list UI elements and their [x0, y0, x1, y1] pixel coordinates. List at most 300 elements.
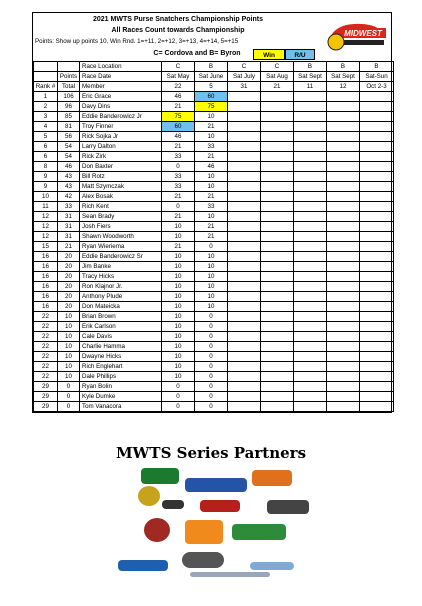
- race-2-points-cell: 10: [195, 172, 228, 182]
- race-3-points-cell: [228, 202, 261, 212]
- race-3-points-cell: [228, 332, 261, 342]
- race-6-points-cell: [327, 392, 360, 402]
- points-total-cell: 0: [58, 392, 80, 402]
- rank-header: [34, 62, 58, 72]
- member-name-cell: Eric Grace: [80, 92, 162, 102]
- race-4-points-cell: [261, 232, 294, 242]
- race-5-points-cell: [294, 162, 327, 172]
- race-4-points-cell: [261, 172, 294, 182]
- member-name-cell: Davy Dins: [80, 102, 162, 112]
- points-total-cell: 10: [58, 352, 80, 362]
- race-date-3: Sat July: [228, 72, 261, 82]
- race-6-points-cell: [327, 92, 360, 102]
- rank-cell: 5: [34, 132, 58, 142]
- member-name-cell: Eddie Banderowicz Jr: [80, 112, 162, 122]
- member-name-cell: Rick Sojka Jr: [80, 132, 162, 142]
- points-total-cell: 43: [58, 172, 80, 182]
- rank-cell: 1: [34, 92, 58, 102]
- race-7-points-cell: [360, 292, 394, 302]
- points-header: Points: [58, 72, 80, 82]
- race-3-points-cell: [228, 212, 261, 222]
- race-2-points-cell: 0: [195, 312, 228, 322]
- race-6-points-cell: [327, 272, 360, 282]
- midwest-logo: [322, 16, 388, 54]
- race-6-points-cell: [327, 112, 360, 122]
- race-4-points-cell: [261, 142, 294, 152]
- rank-cell: 22: [34, 342, 58, 352]
- race-date-4: Sat Aug: [261, 72, 294, 82]
- race-5-points-cell: [294, 102, 327, 112]
- race-7-points-cell: [360, 302, 394, 312]
- race-6-points-cell: [327, 362, 360, 372]
- sheet-header: [33, 13, 391, 61]
- race-2-points-cell: 0: [195, 402, 228, 412]
- partners-heading: MWTS Series Partners: [115, 444, 307, 462]
- race-3-points-cell: [228, 112, 261, 122]
- race-5-points-cell: [294, 352, 327, 362]
- points-rule: Points: Show up points 10, Win Rnd. 1=+11, 2=+12, 3=+13, 4=+14, 5=+15: [35, 38, 239, 45]
- member-name-cell: Kyle Dumke: [80, 392, 162, 402]
- points-total-cell: 20: [58, 302, 80, 312]
- race-3-points-cell: [228, 102, 261, 112]
- rank-cell: 22: [34, 372, 58, 382]
- race-4-points-cell: [261, 402, 294, 412]
- race-6-points-cell: [327, 312, 360, 322]
- race-4-points-cell: [261, 132, 294, 142]
- member-name-cell: Josh Fiers: [80, 222, 162, 232]
- member-name-cell: Tracy Hicks: [80, 272, 162, 282]
- table-row: [34, 192, 394, 202]
- race-2-points-cell: 33: [195, 142, 228, 152]
- race-4-points-cell: [261, 362, 294, 372]
- race-loc-5: B: [294, 62, 327, 72]
- race-2-points-cell: 21: [195, 222, 228, 232]
- race-4-points-cell: [261, 262, 294, 272]
- race-6-points-cell: [327, 202, 360, 212]
- race-3-points-cell: [228, 192, 261, 202]
- member-name-cell: Don Mateicka: [80, 302, 162, 312]
- race-5-points-cell: [294, 332, 327, 342]
- member-name-cell: Rich Englehart: [80, 362, 162, 372]
- sponsor-logo-5: [162, 500, 184, 509]
- race-1-points-cell: 33: [162, 182, 195, 192]
- rank-cell: 2: [34, 102, 58, 112]
- race-6-points-cell: [327, 162, 360, 172]
- race-3-points-cell: [228, 322, 261, 332]
- rank-cell: 11: [34, 202, 58, 212]
- logo-text: MIDWEST: [344, 29, 382, 38]
- race-1-points-cell: 10: [162, 252, 195, 262]
- race-6-points-cell: [327, 122, 360, 132]
- race-6-points-cell: [327, 132, 360, 142]
- race-6-points-cell: [327, 222, 360, 232]
- table-row: [34, 362, 394, 372]
- race-3-points-cell: [228, 262, 261, 272]
- page-title: 2021 MWTS Purse Snatchers Championship Points: [93, 16, 263, 23]
- points-total-cell: 43: [58, 182, 80, 192]
- race-day-3: 31: [228, 82, 261, 92]
- points-total-cell: 31: [58, 222, 80, 232]
- race-3-points-cell: [228, 162, 261, 172]
- race-4-points-cell: [261, 92, 294, 102]
- race-2-points-cell: 10: [195, 262, 228, 272]
- race-7-points-cell: [360, 232, 394, 242]
- rank-cell: 29: [34, 382, 58, 392]
- race-5-points-cell: [294, 92, 327, 102]
- race-2-points-cell: 21: [195, 192, 228, 202]
- race-7-points-cell: [360, 332, 394, 342]
- race-3-points-cell: [228, 222, 261, 232]
- race-5-points-cell: [294, 252, 327, 262]
- race-1-points-cell: 10: [162, 362, 195, 372]
- member-name-cell: Bill Rotz: [80, 172, 162, 182]
- rank-cell: 16: [34, 252, 58, 262]
- race-4-points-cell: [261, 122, 294, 132]
- race-loc-1: C: [162, 62, 195, 72]
- race-4-points-cell: [261, 352, 294, 362]
- rank-cell: 22: [34, 322, 58, 332]
- race-1-points-cell: 10: [162, 222, 195, 232]
- race-loc-6: B: [327, 62, 360, 72]
- points-total-cell: 0: [58, 382, 80, 392]
- race-2-points-cell: 0: [195, 332, 228, 342]
- race-1-points-cell: 10: [162, 312, 195, 322]
- race-7-points-cell: [360, 172, 394, 182]
- race-2-points-cell: 46: [195, 162, 228, 172]
- race-3-points-cell: [228, 372, 261, 382]
- points-total-cell: 33: [58, 202, 80, 212]
- race-3-points-cell: [228, 352, 261, 362]
- race-7-points-cell: [360, 92, 394, 102]
- logo-emblem: [328, 34, 344, 50]
- race-1-points-cell: 0: [162, 392, 195, 402]
- race-7-points-cell: [360, 392, 394, 402]
- member-name-cell: Shawn Woodworth: [80, 232, 162, 242]
- sponsor-logo-13: [190, 572, 270, 577]
- race-3-points-cell: [228, 392, 261, 402]
- race-date-6: Sat Sept: [327, 72, 360, 82]
- race-1-points-cell: 33: [162, 152, 195, 162]
- race-2-points-cell: 10: [195, 302, 228, 312]
- race-1-points-cell: 21: [162, 192, 195, 202]
- race-4-points-cell: [261, 182, 294, 192]
- sponsor-logo-4: [138, 486, 160, 506]
- race-7-points-cell: [360, 212, 394, 222]
- race-6-points-cell: [327, 262, 360, 272]
- race-1-points-cell: 10: [162, 332, 195, 342]
- race-1-points-cell: 0: [162, 202, 195, 212]
- legend-win: Win: [253, 49, 285, 60]
- table-row: [34, 382, 394, 392]
- race-1-points-cell: 21: [162, 102, 195, 112]
- points-total-cell: 96: [58, 102, 80, 112]
- member-name-cell: Rich Kent: [80, 202, 162, 212]
- race-7-points-cell: [360, 262, 394, 272]
- sponsor-logo-2: [185, 478, 247, 492]
- table-row: [34, 262, 394, 272]
- race-4-points-cell: [261, 152, 294, 162]
- member-header: Race Date: [80, 72, 162, 82]
- race-7-points-cell: [360, 152, 394, 162]
- race-1-points-cell: 46: [162, 132, 195, 142]
- race-5-points-cell: [294, 122, 327, 132]
- rank-cell: 9: [34, 172, 58, 182]
- race-4-points-cell: [261, 212, 294, 222]
- race-loc-4: C: [261, 62, 294, 72]
- rank-cell: 4: [34, 122, 58, 132]
- race-6-points-cell: [327, 102, 360, 112]
- race-4-points-cell: [261, 112, 294, 122]
- race-5-points-cell: [294, 182, 327, 192]
- points-total-cell: 10: [58, 312, 80, 322]
- points-total-cell: 106: [58, 92, 80, 102]
- race-4-points-cell: [261, 242, 294, 252]
- race-5-points-cell: [294, 272, 327, 282]
- points-total-cell: 10: [58, 362, 80, 372]
- member-name-cell: Erik Carlson: [80, 322, 162, 332]
- race-3-points-cell: [228, 182, 261, 192]
- race-7-points-cell: [360, 372, 394, 382]
- race-7-points-cell: [360, 112, 394, 122]
- rank-cell: 3: [34, 112, 58, 122]
- race-2-points-cell: 21: [195, 232, 228, 242]
- rank-cell: 29: [34, 392, 58, 402]
- race-5-points-cell: [294, 312, 327, 322]
- race-5-points-cell: [294, 402, 327, 412]
- race-1-points-cell: 10: [162, 232, 195, 242]
- table-row: [34, 102, 394, 112]
- race-4-points-cell: [261, 272, 294, 282]
- race-2-points-cell: 21: [195, 152, 228, 162]
- member-name-cell: Jim Banke: [80, 262, 162, 272]
- table-row: [34, 402, 394, 412]
- race-6-points-cell: [327, 282, 360, 292]
- race-2-points-cell: 0: [195, 382, 228, 392]
- member-name-cell: Tom Vanacora: [80, 402, 162, 412]
- race-2-points-cell: 10: [195, 252, 228, 262]
- race-3-points-cell: [228, 232, 261, 242]
- table-row: [34, 92, 394, 102]
- table-row: [34, 212, 394, 222]
- race-1-points-cell: 10: [162, 302, 195, 312]
- table-row: [34, 122, 394, 132]
- sponsor-logo-12: [182, 552, 224, 568]
- race-3-points-cell: [228, 382, 261, 392]
- race-5-points-cell: [294, 342, 327, 352]
- race-2-points-cell: 10: [195, 182, 228, 192]
- table-row: [34, 232, 394, 242]
- race-1-points-cell: 21: [162, 142, 195, 152]
- points-header: Total: [58, 82, 80, 92]
- race-4-points-cell: [261, 202, 294, 212]
- rank-cell: 16: [34, 262, 58, 272]
- track-key: C= Cordova and B= Byron: [153, 50, 241, 57]
- member-name-cell: Anthony Plude: [80, 292, 162, 302]
- sponsor-logo-9: [185, 520, 223, 544]
- legend-runner-up: R/U: [285, 49, 315, 60]
- logo-subbar: [342, 40, 384, 45]
- table-row: [34, 292, 394, 302]
- race-4-points-cell: [261, 392, 294, 402]
- race-2-points-cell: 10: [195, 212, 228, 222]
- race-5-points-cell: [294, 372, 327, 382]
- rank-cell: 9: [34, 182, 58, 192]
- race-1-points-cell: 10: [162, 282, 195, 292]
- member-name-cell: Dale Phillips: [80, 372, 162, 382]
- race-3-points-cell: [228, 292, 261, 302]
- race-6-points-cell: [327, 242, 360, 252]
- race-7-points-cell: [360, 132, 394, 142]
- member-name-cell: Charlie Hamma: [80, 342, 162, 352]
- rank-cell: 6: [34, 142, 58, 152]
- race-2-points-cell: 10: [195, 272, 228, 282]
- race-6-points-cell: [327, 232, 360, 242]
- rank-header: [34, 72, 58, 82]
- race-5-points-cell: [294, 382, 327, 392]
- race-7-points-cell: [360, 252, 394, 262]
- rank-cell: 29: [34, 402, 58, 412]
- race-7-points-cell: [360, 122, 394, 132]
- race-2-points-cell: 0: [195, 362, 228, 372]
- points-total-cell: 54: [58, 142, 80, 152]
- race-4-points-cell: [261, 162, 294, 172]
- race-2-points-cell: 0: [195, 342, 228, 352]
- race-3-points-cell: [228, 242, 261, 252]
- race-5-points-cell: [294, 142, 327, 152]
- table-row: [34, 302, 394, 312]
- race-3-points-cell: [228, 172, 261, 182]
- race-1-points-cell: 10: [162, 322, 195, 332]
- race-7-points-cell: [360, 312, 394, 322]
- race-6-points-cell: [327, 252, 360, 262]
- rank-cell: 8: [34, 162, 58, 172]
- race-4-points-cell: [261, 292, 294, 302]
- race-1-points-cell: 46: [162, 92, 195, 102]
- rank-header: Rank #: [34, 82, 58, 92]
- table-row: [34, 202, 394, 212]
- member-name-cell: Dwayne Hicks: [80, 352, 162, 362]
- race-7-points-cell: [360, 202, 394, 212]
- race-5-points-cell: [294, 242, 327, 252]
- race-5-points-cell: [294, 212, 327, 222]
- race-7-points-cell: [360, 222, 394, 232]
- points-total-cell: 20: [58, 262, 80, 272]
- race-2-points-cell: 10: [195, 282, 228, 292]
- race-5-points-cell: [294, 302, 327, 312]
- race-4-points-cell: [261, 312, 294, 322]
- race-5-points-cell: [294, 322, 327, 332]
- race-3-points-cell: [228, 342, 261, 352]
- race-1-points-cell: 75: [162, 112, 195, 122]
- race-3-points-cell: [228, 272, 261, 282]
- points-total-cell: 31: [58, 232, 80, 242]
- race-2-points-cell: 10: [195, 292, 228, 302]
- race-6-points-cell: [327, 172, 360, 182]
- race-7-points-cell: [360, 142, 394, 152]
- standings-sheet: [32, 12, 392, 413]
- table-row: [34, 332, 394, 342]
- member-name-cell: Don Baxter: [80, 162, 162, 172]
- points-total-cell: 46: [58, 162, 80, 172]
- rank-cell: 22: [34, 312, 58, 322]
- points-header: [58, 62, 80, 72]
- race-6-points-cell: [327, 192, 360, 202]
- race-1-points-cell: 0: [162, 402, 195, 412]
- table-row: [34, 172, 394, 182]
- table-row: [34, 282, 394, 292]
- points-total-cell: 20: [58, 252, 80, 262]
- race-6-points-cell: [327, 382, 360, 392]
- table-row: [34, 392, 394, 402]
- points-total-cell: 10: [58, 372, 80, 382]
- race-6-points-cell: [327, 332, 360, 342]
- race-5-points-cell: [294, 112, 327, 122]
- race-5-points-cell: [294, 262, 327, 272]
- race-7-points-cell: [360, 162, 394, 172]
- race-4-points-cell: [261, 342, 294, 352]
- race-5-points-cell: [294, 172, 327, 182]
- rank-cell: 22: [34, 352, 58, 362]
- race-6-points-cell: [327, 292, 360, 302]
- race-5-points-cell: [294, 282, 327, 292]
- race-6-points-cell: [327, 402, 360, 412]
- race-5-points-cell: [294, 222, 327, 232]
- race-date-7: Sat-Sun: [360, 72, 394, 82]
- race-3-points-cell: [228, 152, 261, 162]
- table-row: [34, 222, 394, 232]
- race-3-points-cell: [228, 122, 261, 132]
- rank-cell: 15: [34, 242, 58, 252]
- race-1-points-cell: 0: [162, 162, 195, 172]
- race-6-points-cell: [327, 212, 360, 222]
- race-day-7: Oct 2-3: [360, 82, 394, 92]
- points-total-cell: 0: [58, 402, 80, 412]
- member-name-cell: Larry Dalton: [80, 142, 162, 152]
- race-3-points-cell: [228, 282, 261, 292]
- race-day-4: 21: [261, 82, 294, 92]
- race-1-points-cell: 33: [162, 172, 195, 182]
- race-date-2: Sat June: [195, 72, 228, 82]
- race-7-points-cell: [360, 282, 394, 292]
- race-7-points-cell: [360, 382, 394, 392]
- race-4-points-cell: [261, 222, 294, 232]
- race-1-points-cell: 10: [162, 342, 195, 352]
- race-2-points-cell: 33: [195, 202, 228, 212]
- rank-cell: 16: [34, 272, 58, 282]
- member-name-cell: Eddie Banderowicz Sr: [80, 252, 162, 262]
- race-6-points-cell: [327, 372, 360, 382]
- race-2-points-cell: 0: [195, 392, 228, 402]
- sponsor-logo-1: [141, 468, 179, 484]
- rank-cell: 6: [34, 152, 58, 162]
- member-name-cell: Ron Klajnor Jr.: [80, 282, 162, 292]
- rank-cell: 12: [34, 212, 58, 222]
- sponsor-logo-10: [232, 524, 286, 540]
- race-loc-2: B: [195, 62, 228, 72]
- race-1-points-cell: 10: [162, 272, 195, 282]
- race-7-points-cell: [360, 322, 394, 332]
- sponsor-logo-11: [118, 560, 168, 571]
- race-day-6: 12: [327, 82, 360, 92]
- points-total-cell: 31: [58, 212, 80, 222]
- race-3-points-cell: [228, 402, 261, 412]
- race-6-points-cell: [327, 302, 360, 312]
- race-5-points-cell: [294, 192, 327, 202]
- table-row: [34, 342, 394, 352]
- race-3-points-cell: [228, 142, 261, 152]
- race-7-points-cell: [360, 342, 394, 352]
- race-7-points-cell: [360, 362, 394, 372]
